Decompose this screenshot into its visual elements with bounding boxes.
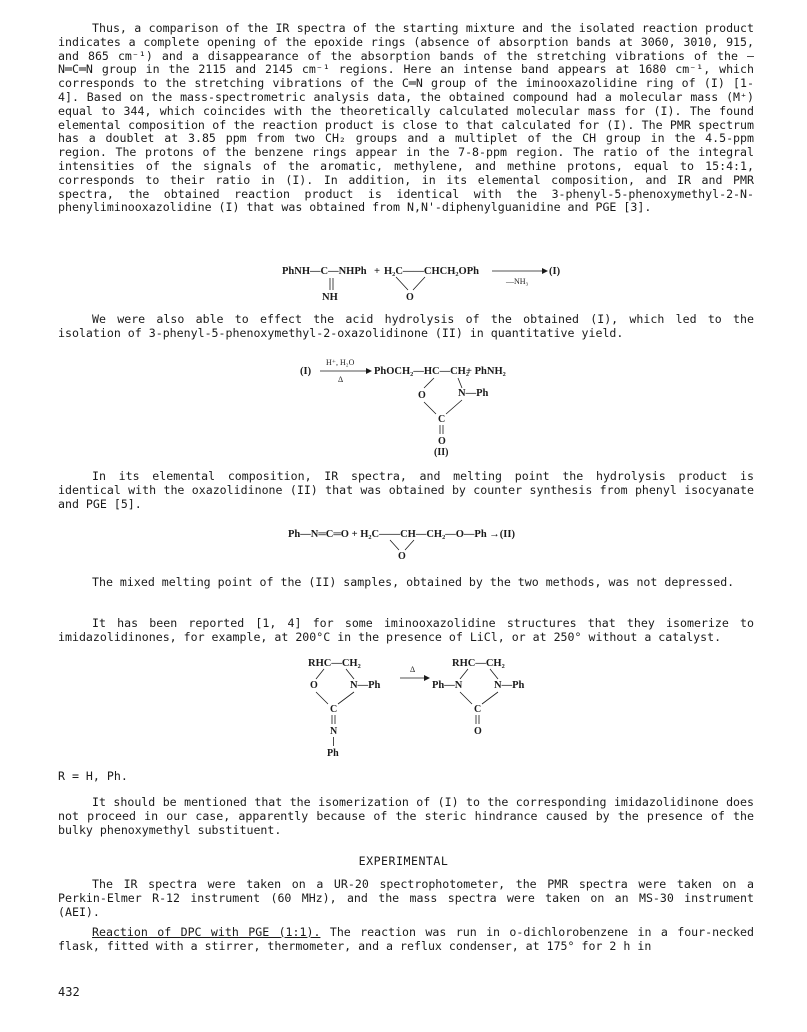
right-carbonyl-oxygen: O <box>474 726 482 737</box>
right-ring-top: RHC—CH₂ <box>452 658 505 669</box>
arrow-byproduct: —NH₃ <box>506 277 529 286</box>
paragraph-r-definition: R = H, Ph. <box>58 769 128 783</box>
left-ring-oxygen: O <box>310 680 318 691</box>
imine-nh: NH <box>322 292 338 303</box>
epoxide-oxygen-3: O <box>398 551 406 562</box>
arrow-reagents: H⁺, H₂O <box>326 358 355 367</box>
paragraph-ir-analysis: Thus, a comparison of the IR spectra of the starting mixture and the isolated reaction product indicates a complete opening of the epoxide rings (absence of absorption bands at 3060, 3010, 915, and 865 cm⁻¹) and a disappearance of the absorption bands of the stretching vibrations of the —N═C═N group in the 2115 and 2145 cm⁻¹ regions. Here an intense band appears at 1680 cm⁻¹, which corresponds to the stretching vibrations of the C═N group of the iminooxazolidine ring of (I) [1-4]. Based on the mass-spectrometric analysis data, the obtained compound had a molecular mass (M⁺) equal to 344, which coincides with the theoretically calculated molecular mass for (I). The found elemental composition of the reaction product is close to that calculated for (I). The PMR spectrum has a doublet at 3.85 ppm from two CH₂ groups and a multiplet of the CH group in the 4.5-ppm region. The protons of the benzene rings appear in the 7-8-ppm region. The ratio of the integral intensities of the signals of the aromatic, methylene, and methine protons, equal to 15:4:1, corresponds to their ratio in (I). In addition, in its elemental composition, and IR and PMR spectra, the obtained reaction product is identical with the 3-phenyl-5-phenoxymethyl-2-N-phenyliminooxazolidine (I) that was obtained from N,N'-diphenylguanidine and PGE [3]. <box>58 21 754 215</box>
aniline-coproduct: + PhNH₂ <box>466 366 506 377</box>
procedure-body: The reaction was run in o-dichlorobenzene in a four-necked flask, fitted with a stirrer, thermometer, and a reflux condenser, at 175° for 2 h in <box>58 925 754 953</box>
epoxide-oxygen: O <box>406 292 414 303</box>
left-ring-carbon: C <box>330 704 338 715</box>
counter-synthesis-equation: Ph—N═C═O + H₂C——CH—CH₂—O—Ph →(II) <box>288 529 515 540</box>
isomerization-heat: Δ <box>410 665 416 674</box>
reaction-scheme-3 <box>286 525 556 561</box>
ring-oxygen: O <box>418 390 426 401</box>
paragraph-isomerization: It has been reported [1, 4] for some iminooxazolidine structures that they isomerize to imidazolidinones, for example, at 200°C in the presence of LiCl, or at 250° without a catalyst. <box>58 616 754 644</box>
ring-nitrogen: N—Ph <box>458 388 489 399</box>
left-ring-top: RHC—CH₂ <box>308 658 361 669</box>
product-chain: PhOCH₂—HC—CH₂ <box>374 366 469 377</box>
reaction-scheme-2 <box>298 356 558 456</box>
procedure-title: Reaction of DPC with PGE (1:1). <box>92 925 321 939</box>
paragraph-instruments: The IR spectra were taken on a UR-20 spectrophotometer, the PMR spectra were taken on a Perkin-Elmer R-12 instrument (60 MHz), and the mass spectra were taken on an MS-30 instrument (AEI). <box>58 877 754 919</box>
compound-label-ii: (II) <box>434 447 449 458</box>
left-ring-nitrogen: N—Ph <box>350 680 381 691</box>
reactant-pge: H₂C——CHCH₂OPh <box>384 266 479 277</box>
section-heading-experimental: EXPERIMENTAL <box>358 854 449 868</box>
paragraph-elemental: In its elemental composition, IR spectra, and melting point the hydrolysis product is identical with the oxazolidinone (II) that was obtained by counter synthesis from phenyl isocyanate and PGE [5]. <box>58 469 754 511</box>
carbonyl-oxygen: O <box>438 436 446 447</box>
arrow-heat: Δ <box>338 375 344 384</box>
carbonyl-carbon: C <box>438 414 446 425</box>
right-ring-carbon: C <box>474 704 482 715</box>
reaction-scheme-4 <box>306 656 556 766</box>
reaction-scheme-1 <box>280 262 580 310</box>
start-label-i: (I) <box>300 366 312 377</box>
paragraph-steric: It should be mentioned that the isomerization of (I) to the corresponding imidazolidinone does not proceed in our case, apparently because of the steric hindrance caused by the presence of the bulky phenoxymethyl substituent. <box>58 795 754 837</box>
reactant-diphenylguanidine: PhNH—C—NHPh <box>282 266 367 277</box>
paragraph-melting-point: The mixed melting point of the (II) samples, obtained by the two methods, was not depressed. <box>92 575 735 589</box>
left-phenyl: Ph <box>327 748 339 759</box>
right-ring-nitrogen-1: Ph—N <box>432 680 463 691</box>
left-imine-nitrogen: N <box>330 726 338 737</box>
page-number: 432 <box>58 985 80 999</box>
right-ring-nitrogen-2: N—Ph <box>494 680 525 691</box>
plus-sign: + <box>374 266 380 277</box>
paragraph-hydrolysis: We were also able to effect the acid hydrolysis of the obtained (I), which led to the isolation of 3-phenyl-5-phenoxymethyl-2-oxazolidinone (II) in quantitative yield. <box>58 312 754 340</box>
product-label-i: (I) <box>549 266 561 277</box>
paragraph-reaction-procedure <box>58 926 754 954</box>
